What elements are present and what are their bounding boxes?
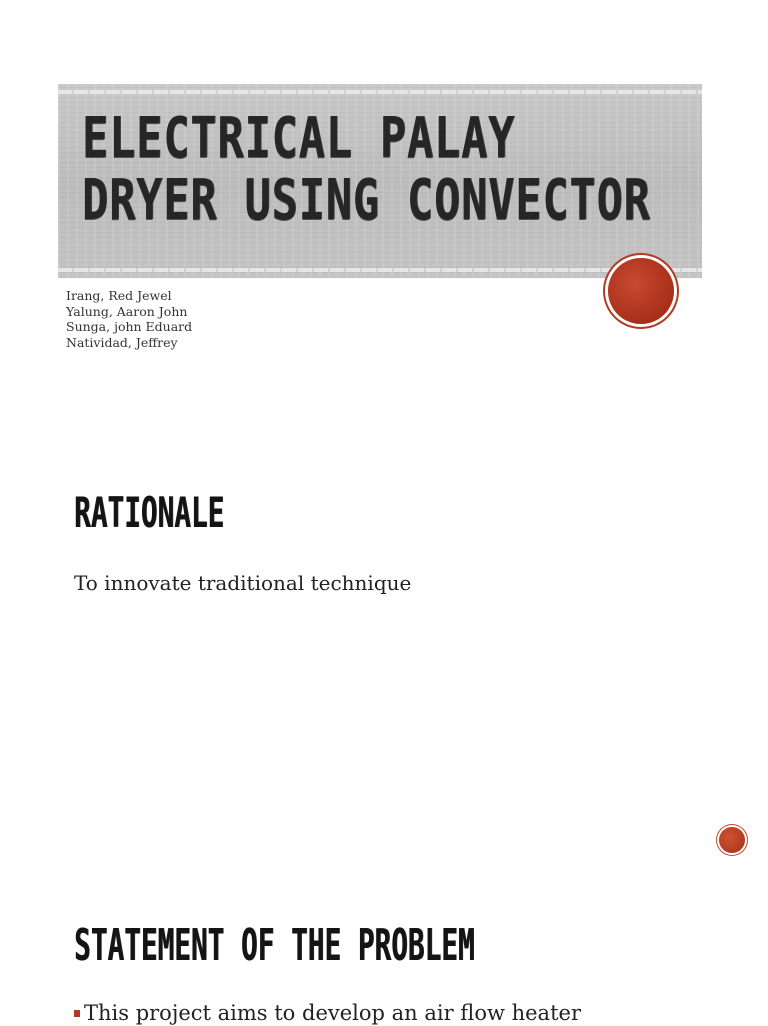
bullet-text: This project aims to develop an air flow heater	[84, 1001, 581, 1025]
decorative-red-circle-small	[719, 827, 745, 853]
rationale-slide	[0, 440, 768, 870]
slide-heading: STATEMENT OF THE PROBLEM	[74, 920, 475, 971]
bullet-item	[74, 1000, 581, 1026]
problem-statement-slide	[0, 880, 768, 1024]
title-slide	[0, 0, 768, 410]
title-line-2: DRYER USING CONVECTOR	[82, 168, 651, 233]
author-name: Sunga, john Eduard	[66, 319, 193, 334]
slide-body-text: To innovate traditional technique	[74, 571, 412, 595]
bullet-marker-icon	[74, 1010, 80, 1017]
title-banner	[58, 84, 702, 278]
slide-heading: RATIONALE	[74, 488, 225, 537]
author-list	[66, 288, 192, 350]
title-line-1: ELECTRICAL PALAY	[82, 106, 516, 171]
author-name: Yalung, Aaron John	[66, 303, 188, 319]
presentation-title	[82, 108, 651, 232]
decorative-red-circle	[608, 258, 674, 324]
author-name: Natividad, Jeffrey	[66, 334, 178, 350]
author-name: Irang, Red Jewel	[66, 288, 172, 303]
